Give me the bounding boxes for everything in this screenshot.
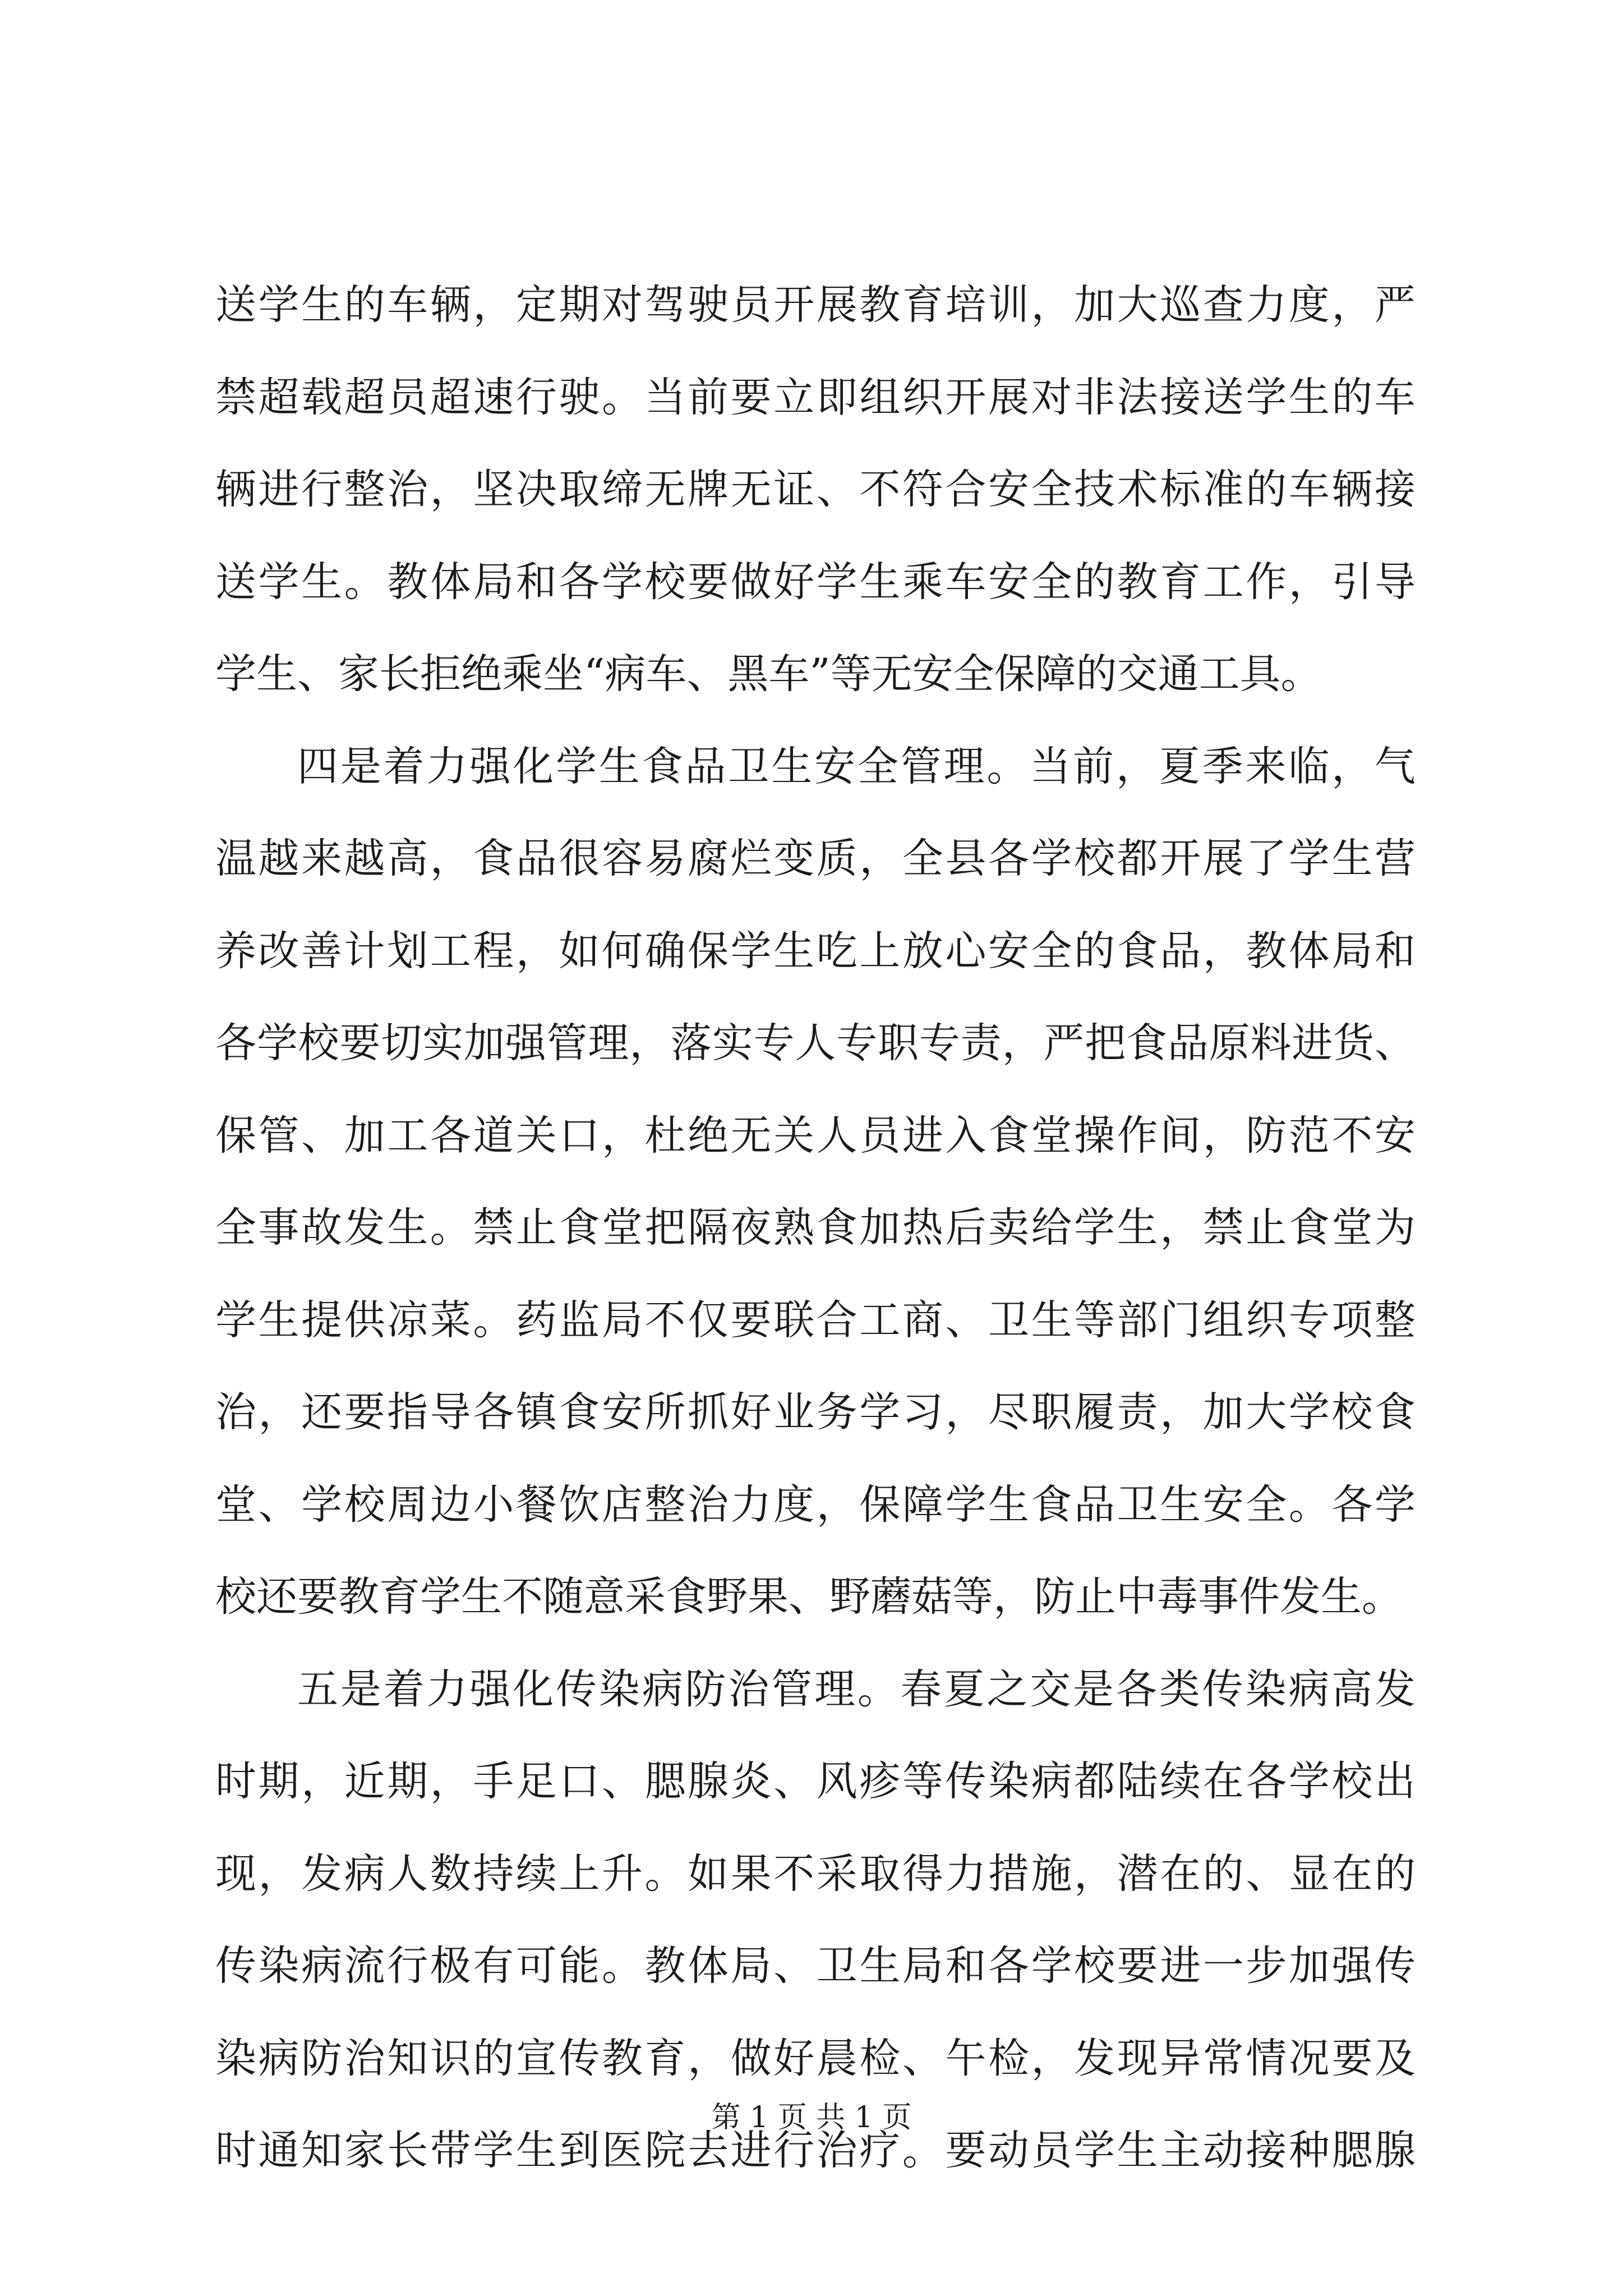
paragraph-start-line: 五是着力强化传染病防治管理。春夏之交是各类传染病高发: [297, 1665, 1415, 1713]
text-line: 各学校要切实加强管理，落实专人专职专责，严把食品原料进货、: [215, 1019, 1415, 1067]
document-body: [215, 259, 1415, 2197]
page-number-footer: 第 1 页 共 1 页: [711, 2101, 912, 2134]
text-line: 治，还要指导各镇食安所抓好业务学习，尽职履责，加大学校食: [215, 1388, 1415, 1436]
text-line: 校还要教育学生不随意采食野果、野蘑菇等，防止中毒事件发生。: [215, 1573, 1403, 1621]
text-line: 养改善计划工程，如何确保学生吃上放心安全的食品，教体局和: [215, 927, 1415, 975]
paragraph-start-line: 四是着力强化学生食品卫生安全管理。当前，夏季来临，气: [297, 742, 1415, 790]
text-line: 学生、家长拒绝乘坐“病车、黑车”等无安全保障的交通工具。: [215, 650, 1322, 698]
text-line: 禁超载超员超速行驶。当前要立即组织开展对非法接送学生的车: [215, 373, 1415, 421]
text-line: 现，发病人数持续上升。如果不采取得力措施，潜在的、显在的: [215, 1849, 1415, 1898]
text-line: 时通知家长带学生到医院去进行治疗。要动员学生主动接种腮腺: [215, 2127, 1415, 2174]
text-line: 学生提供凉菜。药监局不仅要联合工商、卫生等部门组织专项整: [215, 1296, 1415, 1344]
text-line: 保管、加工各道关口，杜绝无关人员进入食堂操作间，防范不安: [215, 1111, 1415, 1159]
text-line: 时期，近期，手足口、腮腺炎、风疹等传染病都陆续在各学校出: [215, 1757, 1415, 1805]
text-line: 辆进行整治，坚决取缔无牌无证、不符合安全技术标准的车辆接: [215, 466, 1415, 513]
text-line: 送学生。教体局和各学校要做好学生乘车安全的教育工作，引导: [215, 558, 1415, 606]
text-line: 传染病流行极有可能。教体局、卫生局和各学校要进一步加强传: [215, 1942, 1415, 1990]
text-line: 送学生的车辆，定期对驾驶员开展教育培训，加大巡查力度，严: [215, 281, 1415, 329]
text-line: 堂、学校周边小餐饮店整治力度，保障学生食品卫生安全。各学: [215, 1480, 1415, 1529]
text-line: 染病防治知识的宣传教育，做好晨检、午检，发现异常情况要及: [215, 2034, 1415, 2082]
text-line: 全事故发生。禁止食堂把隔夜熟食加热后卖给学生，禁止食堂为: [215, 1204, 1415, 1251]
text-line: 温越来越高，食品很容易腐烂变质，全县各学校都开展了学生营: [215, 835, 1415, 882]
